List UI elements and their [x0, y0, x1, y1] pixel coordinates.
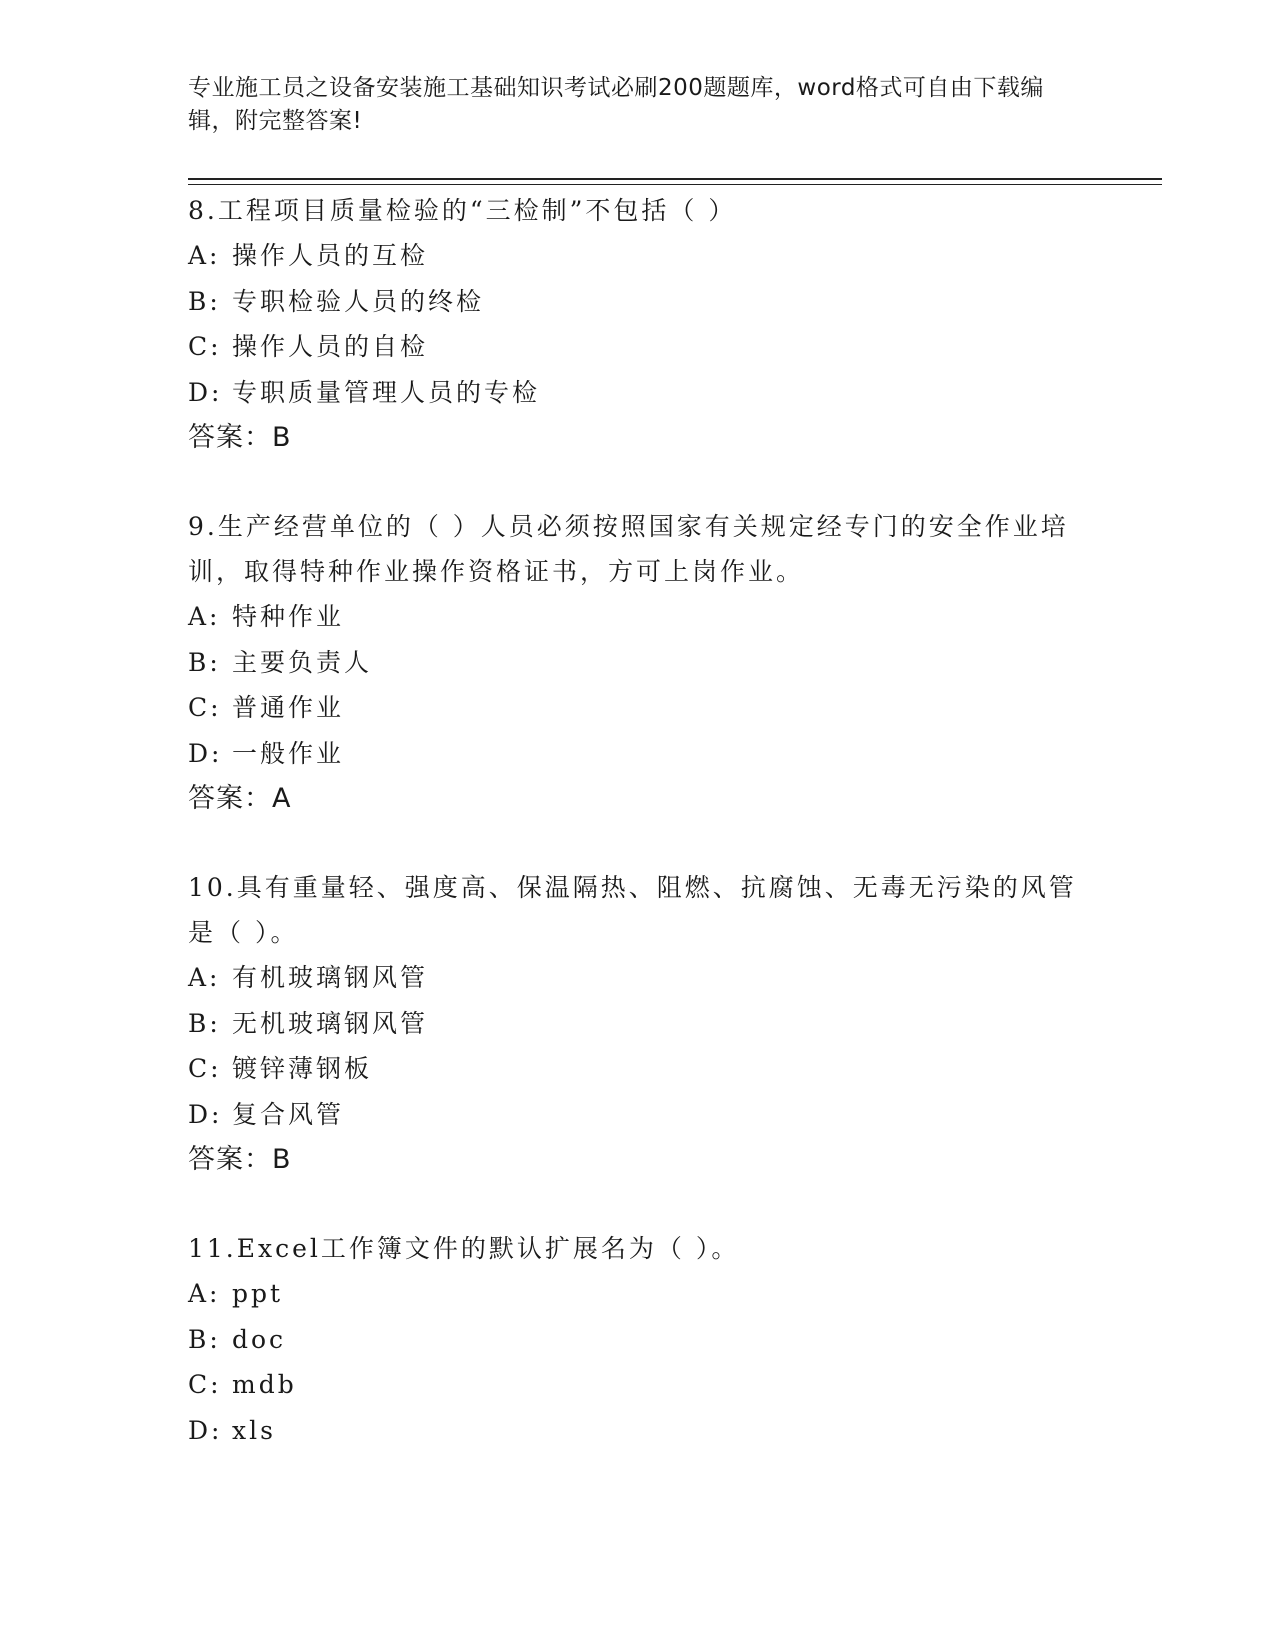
answer-option — [188, 1271, 1088, 1317]
option-text: 主要负责人 — [232, 647, 373, 677]
answer-option — [188, 370, 1088, 416]
question-stem: 11.Excel工作簿文件的默认扩展名为（ ）。 — [188, 1234, 740, 1263]
option-text: 操作人员的互检 — [232, 241, 429, 270]
answer-option — [188, 1408, 1088, 1454]
question-list — [188, 188, 1088, 1497]
answer-label: 答案： — [188, 783, 272, 814]
answer-label: 答案： — [188, 422, 272, 453]
option-letter: A: — [188, 1279, 221, 1308]
answer-option — [188, 279, 1088, 325]
option-letter: B: — [188, 1008, 221, 1038]
option-letter: C: — [188, 1370, 222, 1399]
answer-line — [188, 1137, 1088, 1182]
answer-option — [188, 640, 1088, 686]
option-text: doc — [232, 1324, 287, 1354]
option-letter: B: — [188, 1324, 221, 1354]
option-letter: A: — [188, 241, 221, 270]
answer-line — [188, 776, 1088, 821]
answer-option — [188, 233, 1088, 279]
answer-value: B — [272, 1144, 292, 1175]
answer-option — [188, 731, 1088, 777]
question-stem: 9.生产经营单位的（ ）人员必须按照国家有关规定经专门的安全作业培训，取得特种作业操作资格证书，方可上岗作业。 — [188, 512, 1069, 586]
answer-option — [188, 594, 1088, 640]
answer-option — [188, 324, 1088, 370]
answer-option — [188, 1001, 1088, 1047]
option-text: 专职检验人员的终检 — [232, 286, 485, 316]
question-block — [188, 1226, 1088, 1453]
option-text: 一般作业 — [232, 738, 345, 768]
option-text: mdb — [232, 1370, 297, 1399]
question-stem: 10.具有重量轻、强度高、保温隔热、阻燃、抗腐蚀、无毒无污染的风管是（ ）。 — [188, 873, 1077, 947]
answer-option — [188, 1092, 1088, 1138]
question-block — [188, 504, 1088, 821]
option-letter: B: — [188, 286, 221, 316]
header-divider-thin — [188, 184, 1162, 185]
option-text: 无机玻璃钢风管 — [232, 1008, 429, 1038]
answer-value: B — [272, 422, 292, 453]
option-letter: B: — [188, 647, 221, 677]
answer-option — [188, 685, 1088, 731]
document-header: 专业施工员之设备安装施工基础知识考试必刷200题题库，word格式可自由下载编辑，附完整答案! — [188, 75, 1044, 134]
option-letter: C: — [188, 332, 222, 361]
answer-label: 答案： — [188, 1144, 272, 1175]
option-text: xls — [232, 1415, 276, 1445]
answer-line — [188, 415, 1088, 460]
option-text: 有机玻璃钢风管 — [232, 963, 429, 992]
option-text: 镀锌薄钢板 — [232, 1054, 373, 1083]
question-stem: 8.工程项目质量检验的“三检制”不包括（ ） — [188, 196, 737, 225]
answer-option — [188, 1317, 1088, 1363]
option-letter: D: — [188, 377, 223, 407]
option-letter: D: — [188, 1415, 223, 1445]
answer-value: A — [272, 783, 292, 814]
answer-option — [188, 1362, 1088, 1408]
option-letter: C: — [188, 693, 222, 722]
answer-option — [188, 1046, 1088, 1092]
option-letter: C: — [188, 1054, 222, 1083]
option-letter: D: — [188, 738, 223, 768]
option-text: 专职质量管理人员的专检 — [232, 377, 541, 407]
answer-option — [188, 955, 1088, 1001]
option-text: 特种作业 — [232, 602, 345, 631]
question-block — [188, 865, 1088, 1182]
option-letter: A: — [188, 602, 221, 631]
option-text: 复合风管 — [232, 1099, 345, 1129]
question-block — [188, 188, 1088, 460]
option-text: 操作人员的自检 — [232, 332, 429, 361]
header-divider-thick — [188, 178, 1162, 180]
option-letter: D: — [188, 1099, 223, 1129]
option-text: 普通作业 — [232, 693, 345, 722]
option-letter: A: — [188, 963, 221, 992]
option-text: ppt — [232, 1279, 284, 1308]
